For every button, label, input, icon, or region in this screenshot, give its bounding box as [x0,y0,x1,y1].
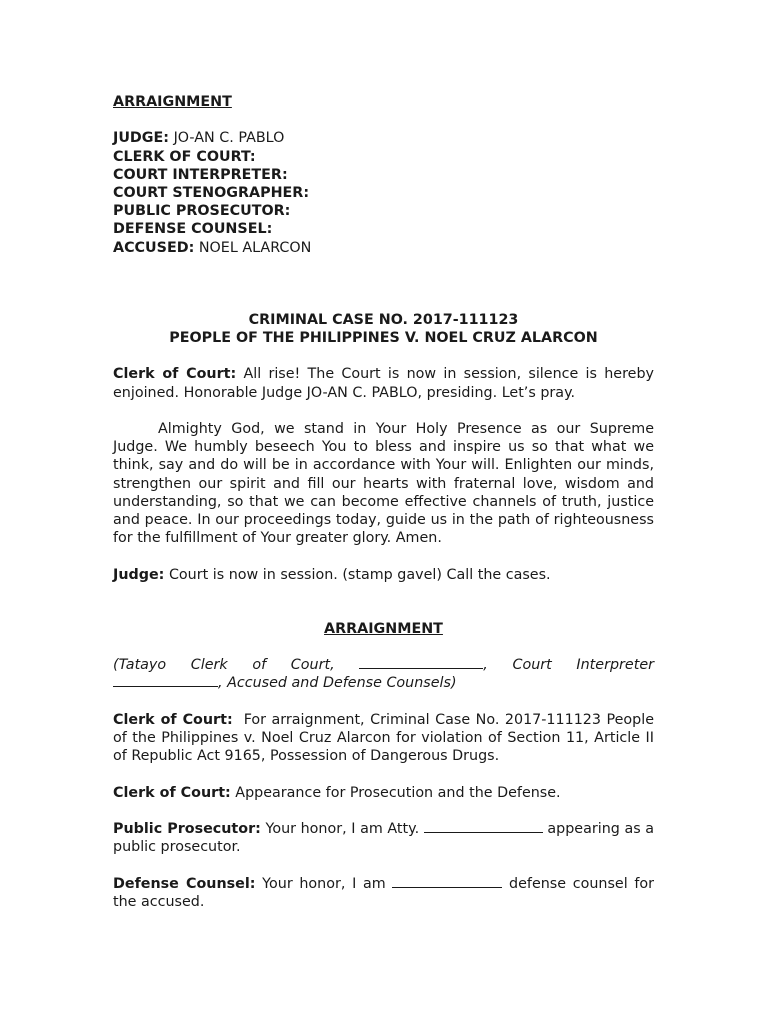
speaker-label: Clerk of Court: [113,784,231,801]
blank-line [113,674,218,687]
roster-judge: JUDGE: JO-AN C. PABLO [113,130,285,147]
section-heading: ARRAIGNMENT [324,620,443,637]
case-caption: PEOPLE OF THE PHILIPPINES V. NOEL CRUZ ALARCON [169,330,598,347]
roster-clerk: CLERK OF COURT: [113,148,256,165]
speaker-label: Judge: [113,566,165,583]
roster [113,129,654,256]
roster-defense: DEFENSE COUNSEL: [113,221,273,238]
document-title: ARRAIGNMENT [113,94,232,110]
blank-line [424,820,543,833]
speaker-label: Clerk of Court: [113,366,237,383]
defense-paragraph: Defense Counsel: Your honor, I am defense counsel for the accused. [113,875,655,910]
speaker-label: Clerk of Court: [113,711,233,728]
roster-accused: ACCUSED: NOEL ALARCON [113,239,312,256]
judge-paragraph: Judge: Court is now in session. (stamp gavel) Call the cases. [113,566,551,583]
roster-stenographer: COURT STENOGRAPHER: [113,185,310,201]
speaker-label: Public Prosecutor: [113,820,261,837]
speaker-label: Defense Counsel: [113,875,256,892]
blank-line [392,875,502,888]
prosecutor-paragraph: Public Prosecutor: Your honor, I am Atty. appearing as a public prosecutor. [113,820,655,856]
document-page [113,93,654,911]
prayer-paragraph: Almighty God, we stand in Your Holy Presence as our Supreme Judge. We humbly beseech You to bless and inspire us so that what we think, say and do will be in accordance with Your will. Enlighten our minds, strengthen our spirit and fill our hearts with fraternal love, wisdom and understanding, so that we can become effective channels of truth, justice and peace. In our proceedings today, guide us in the path of righteousness for the fulfillment of Your greater glory. Amen. [113,421,654,547]
roster-prosecutor: PUBLIC PROSECUTOR: [113,203,291,220]
arraignment-call-paragraph: Clerk of Court: For arraignment, Criminal Case No. 2017-111123 People of the Philippines v. Noel Cruz Alarcon for violation of Section 11, Article II of Republic Act 9165, Possession of Dangerous Drugs. [113,711,654,765]
case-number: CRIMINAL CASE NO. 2017-111123 [248,311,519,328]
roster-interpreter: COURT INTERPRETER: [113,166,288,183]
blank-line [359,656,483,669]
opening-paragraph: Clerk of Court: All rise! The Court is now in session, silence is hereby enjoined. Honorable Judge JO-AN C. PABLO, presiding. Let’s pray. [113,366,654,401]
appearance-call-paragraph: Clerk of Court: Appearance for Prosecution and the Defense. [113,784,561,801]
stage-direction: (Tatayo Clerk of Court, , Court Interpreter , Accused and Defense Counsels) [113,657,654,692]
